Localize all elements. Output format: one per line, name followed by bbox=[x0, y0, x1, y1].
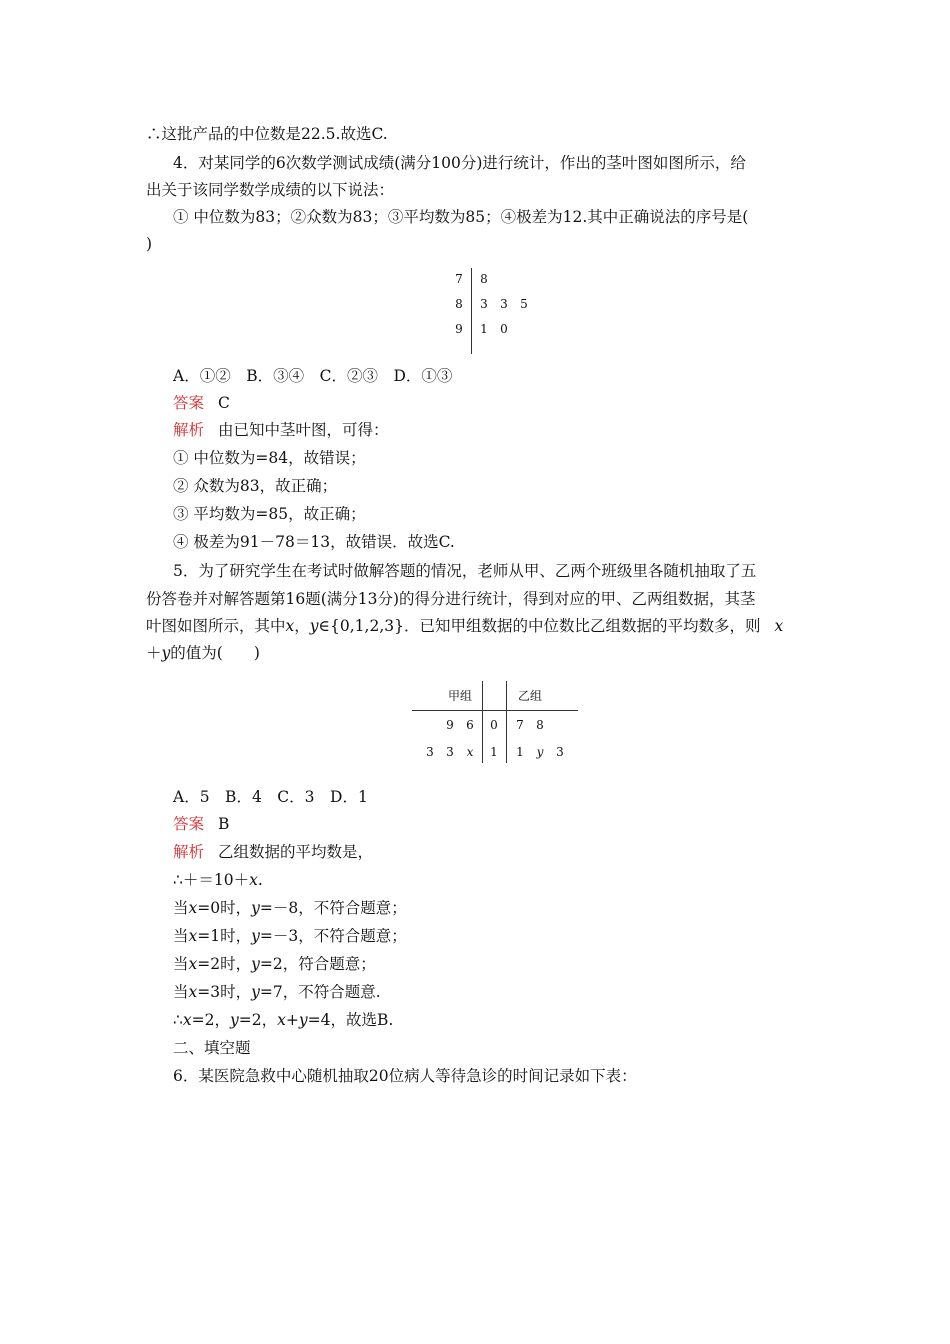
stem-value: 9 bbox=[455, 322, 463, 336]
question-5-line-1: 5．为了研究学生在考试时做解答题的情况，老师从甲、乙两个班级里各随机抽取了五 bbox=[173, 562, 757, 580]
section-heading-fill-in: 二、填空题 bbox=[173, 1039, 251, 1057]
question-5-explanation: 解析 乙组数据的平均数是， bbox=[173, 843, 374, 861]
question-5-step-4: 当x=2时，y=2，符合题意； bbox=[173, 955, 376, 973]
question-4-step-4: ④ 极差为91－78＝13，故错误．故选C. bbox=[173, 533, 455, 551]
explanation-label: 解析 bbox=[173, 843, 205, 861]
question-4-explanation: 解析 由已知中茎叶图，可得： bbox=[173, 421, 389, 439]
question-5-step-6: ∴x=2，y=2，x+y=4，故选B. bbox=[173, 1011, 394, 1029]
answer-value: B bbox=[218, 815, 230, 833]
leaf-variable-y: y bbox=[536, 745, 544, 759]
header-divider bbox=[412, 710, 578, 711]
leaf-value: 5 bbox=[520, 297, 528, 311]
leaf-value: 9 bbox=[446, 718, 454, 732]
question-4-answer bbox=[173, 392, 230, 414]
stem-value: 0 bbox=[490, 718, 498, 732]
group-a-header: 甲组 bbox=[447, 689, 472, 703]
question-4-step-2: ② 众数为83，故正确； bbox=[173, 477, 338, 495]
leaf-value: 3 bbox=[556, 745, 564, 759]
stem-divider bbox=[471, 268, 472, 354]
question-5-line-3: 叶图如图所示，其中x，y∈{0,1,2,3}．已知甲组数据的中位数比乙组数据的平均数多，则 x bbox=[146, 617, 784, 635]
question-6-line-1: 6．某医院急救中心随机抽取20位病人等待急诊的时间记录如下表： bbox=[173, 1067, 637, 1085]
question-5-step-1: ∴＋＝10＋x. bbox=[173, 871, 263, 889]
leaf-value: 3 bbox=[426, 745, 434, 759]
stem-value: 8 bbox=[455, 297, 463, 311]
leaf-value: 8 bbox=[480, 272, 488, 286]
leaf-value: 7 bbox=[516, 718, 524, 732]
question-4-step-1: ① 中位数为=84，故错误； bbox=[173, 449, 366, 467]
question-5-answer bbox=[173, 813, 229, 835]
stem-divider-left bbox=[482, 681, 483, 763]
question-4-step-3: ③ 平均数为=85，故正确； bbox=[173, 505, 366, 523]
text-line-conclusion: ∴这批产品的中位数是22.5.故选C. bbox=[146, 125, 388, 143]
question-5-line-4: ＋y的值为( ) bbox=[146, 644, 260, 662]
leaf-value: 1 bbox=[480, 322, 488, 336]
question-5-line-2: 份答卷并对解答题第16题(满分13分)的得分进行统计，得到对应的甲、乙两组数据，其茎 bbox=[146, 590, 756, 608]
leaf-value: 6 bbox=[466, 718, 474, 732]
leaf-value: 8 bbox=[536, 718, 544, 732]
answer-value: C bbox=[218, 394, 230, 412]
question-4-line-2: 出关于该同学数学成绩的以下说法： bbox=[146, 181, 395, 199]
stem-divider-right bbox=[506, 681, 507, 763]
question-4-line-4: ) bbox=[146, 235, 153, 253]
question-4-options: A．①② B．③④ C．②③ D．①③ bbox=[173, 367, 453, 385]
question-5-step-3: 当x=1时，y=－3，不符合题意； bbox=[173, 927, 407, 945]
leaf-variable-x: x bbox=[466, 745, 474, 759]
answer-label: 答案 bbox=[173, 394, 205, 412]
question-4-line-1: 4．对某同学的6次数学测试成绩(满分100分)进行统计，作出的茎叶图如图所示，给 bbox=[173, 154, 746, 172]
stem-value: 7 bbox=[455, 272, 463, 286]
leaf-value: 1 bbox=[516, 745, 524, 759]
question-4-line-3: ① 中位数为83；②众数为83；③平均数为85；④极差为12.其中正确说法的序号是( bbox=[173, 208, 749, 226]
explanation-label: 解析 bbox=[173, 421, 205, 439]
stem-leaf-plot-1 bbox=[444, 262, 544, 354]
stem-value: 1 bbox=[490, 745, 498, 759]
leaf-value: 3 bbox=[500, 297, 508, 311]
question-5-step-2: 当x=0时，y=－8，不符合题意； bbox=[173, 899, 407, 917]
leaf-value: 0 bbox=[500, 322, 508, 336]
answer-label: 答案 bbox=[173, 815, 205, 833]
question-5-options: A．5 B．4 C．3 D．1 bbox=[173, 788, 368, 806]
leaf-value: 3 bbox=[480, 297, 488, 311]
group-b-header: 乙组 bbox=[517, 689, 542, 703]
stem-leaf-plot-2 bbox=[400, 676, 590, 776]
leaf-value: 3 bbox=[446, 745, 454, 759]
question-5-step-5: 当x=3时，y=7，不符合题意. bbox=[173, 983, 381, 1001]
